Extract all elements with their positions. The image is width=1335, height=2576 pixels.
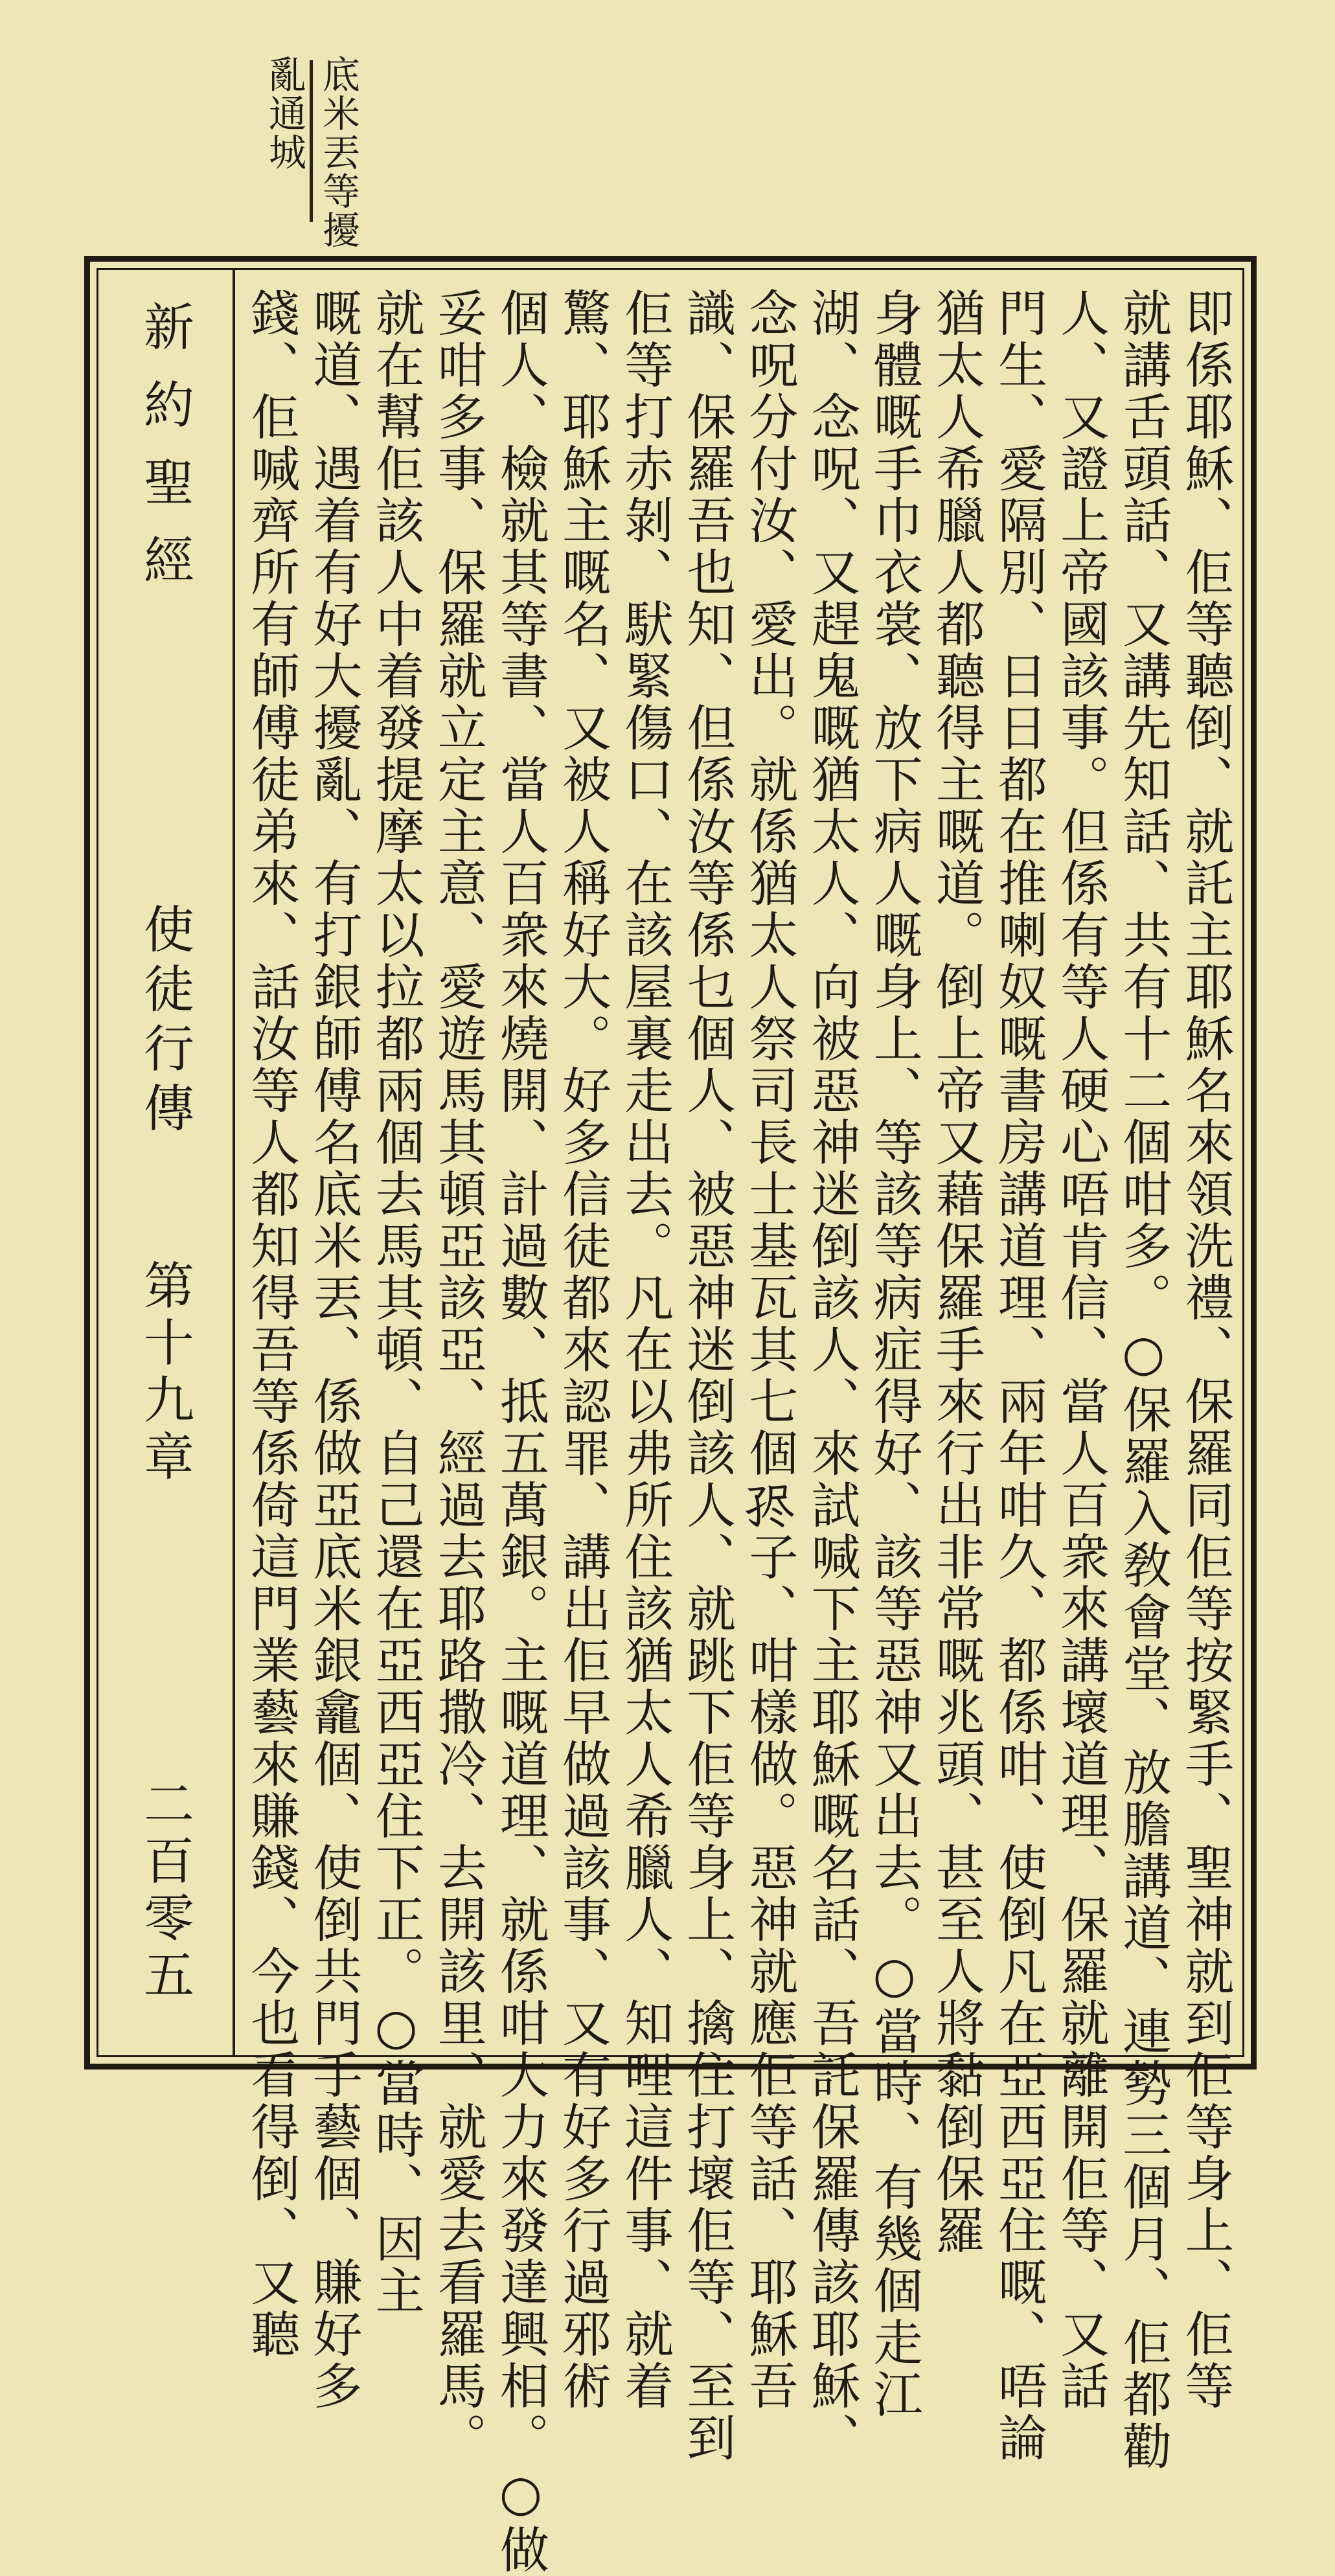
text-column: 身體嘅手巾衣裳、放下病人嘅身上、等該等病症得好、該等惡神又出去。○當時、有幾個走江 — [865, 288, 924, 2421]
running-header — [97, 268, 235, 2057]
text-column: 湖、念呪、又趕鬼嘅猶太人、向被惡神迷倒該人、來試喊下主耶穌嘅名話、吾託保羅傳該耶穌、 — [803, 288, 861, 2464]
page-number: 二百零五 — [135, 1777, 194, 2005]
chapter-label: 第十九章 — [135, 1259, 194, 1487]
margin-note — [262, 55, 360, 249]
text-column: 錢、佢喊齊所有師傅徒弟來、話汝等人都知得吾等係倚這門業藝來賺錢、今也看得倒、又聽 — [242, 288, 301, 2360]
margin-note-line-1: 底米丟等擾 — [316, 55, 360, 249]
text-column: 識、保羅吾也知、但係汝等係乜個人、被惡神迷倒該人、就跳下佢等身上、擒住打壞佢等、至到 — [678, 288, 736, 2464]
text-column: 念呪分付汝、愛出。就係猶太人祭司長士基瓦其七個𡥧子、咁樣做。惡神就應佢等話、耶穌吾 — [740, 288, 799, 2412]
text-column: 就在幫佢該人中着發提摩太以拉都兩個去馬其頓、自己還在亞西亞住下正。○當時、因主 — [367, 288, 426, 2317]
text-column: 猶太人希臘人都聽得主嘅道。倒上帝又藉保羅手來行出非常嘅兆頭、甚至人將黏倒保羅 — [928, 288, 986, 2257]
text-column: 妥咁多事、保羅就立定主意、愛遊馬其頓亞該亞、經過去耶路撒冷、去開該里、就愛去看羅馬。 — [429, 288, 488, 2464]
text-column: 即係耶穌、佢等聽倒、就託主耶穌名來領洗禮、保羅同佢等按緊手、聖神就到佢等身上、佢等 — [1176, 288, 1235, 2412]
margin-note-line-2: 亂通城 — [262, 55, 306, 172]
bleed-glyphs — [1266, 39, 1309, 69]
text-column: 驚、耶穌主嘅名、又被人稱好大。好多信徒都來認罪、講出佢早做過該事、又有好多行過邪術 — [554, 288, 612, 2412]
text-column: 就講舌頭話、又講先知話、共有十二個咁多。○保羅入敎會堂、放膽講道、連勢三個月、佢都勸 — [1114, 288, 1172, 2472]
text-column: 佢等打赤剝、䭾緊傷口、在該屋裏走出去。凡在以弗所住該猶太人希臘人、知哩這件事、就着 — [616, 288, 674, 2412]
text-column: 個人、檢就其等書、當人百衆來燒開、計過數、抵五萬銀。主嘅道理、就係咁大力來發達興相。○做 — [492, 288, 550, 2576]
margin-note-bar — [310, 60, 313, 222]
page-frame — [84, 256, 1257, 2576]
text-column: 門生、愛隔別、日日都在推喇奴嘅書房講道理、兩年咁久、都係咁、使倒凡在亞西亞住嘅、唔論 — [990, 288, 1048, 2464]
text-column: 人、又證上帝國該事。但係有等人硬心唔肯信、當人百衆來講壞道理、保羅就離開佢等、又話 — [1052, 288, 1110, 2412]
text-column: 嘅道、遇着有好大擾亂、有打銀師傅名底米丟、係做亞底米銀龕個、使倒共門手藝個、賺好多 — [304, 288, 363, 2412]
body-text — [242, 288, 1235, 2576]
book-title: 新約聖經 — [135, 301, 194, 611]
book-part: 使徒行傳 — [135, 903, 194, 1141]
bleed-through — [1141, 39, 1309, 233]
